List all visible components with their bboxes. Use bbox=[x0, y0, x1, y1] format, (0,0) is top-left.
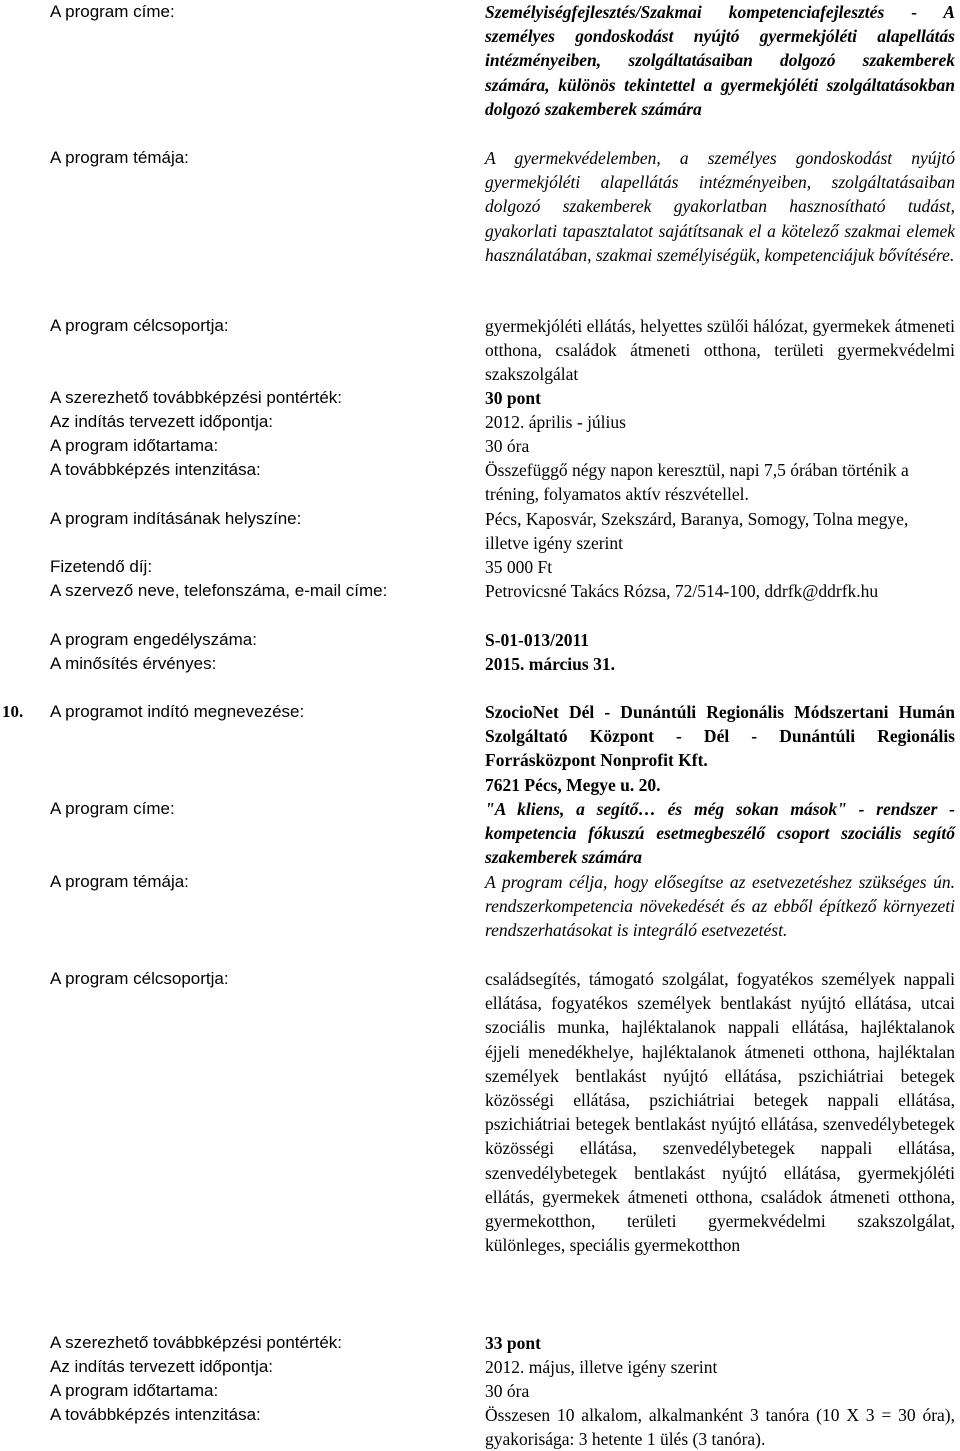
label-fee: Fizetendő díj: bbox=[50, 557, 153, 576]
program9-topic: A gyermekvédelemben, a személyes gondoskodást nyújtó gyermekjóléti alapellátás intézményeiben, szolgáltatásaiban dolgozó szakemberek gyakorlatban hasznosítható tudást, gyakorlati tapasztalatot sajátítsanak el a kötelező szakmai elemek használatában, szakmai személyiségük, kompetenciájuk bővítésére. bbox=[485, 148, 955, 265]
label-start-date: Az indítás tervezett időpontja: bbox=[50, 412, 274, 431]
label-program-topic: A program témája: bbox=[50, 148, 189, 167]
label-valid-until: A minősítés érvényes: bbox=[50, 654, 217, 673]
program9-location: Pécs, Kaposvár, Szekszárd, Baranya, Somogy, Tolna megye, illetve igény szerint bbox=[485, 509, 909, 554]
program10-organizer-address: 7621 Pécs, Megye u. 20. bbox=[485, 774, 661, 795]
label-points-10: A szerezhető továbbképzési pontérték: bbox=[50, 1333, 343, 1352]
label-program-title-10: A program címe: bbox=[50, 799, 175, 818]
label-duration: A program időtartama: bbox=[50, 436, 219, 455]
program9-duration: 30 óra bbox=[485, 436, 530, 456]
label-location: A program indításának helyszíne: bbox=[50, 509, 302, 528]
program9-start-date: 2012. április - július bbox=[485, 412, 626, 432]
label-intensity: A továbbképzés intenzitása: bbox=[50, 460, 261, 479]
program9-fee: 35 000 Ft bbox=[485, 557, 553, 577]
label-duration-10: A program időtartama: bbox=[50, 1381, 219, 1400]
program9-valid-until: 2015. március 31. bbox=[485, 654, 615, 674]
label-launcher: A programot indító megnevezése: bbox=[50, 702, 305, 721]
program9-title: Személyiségfejlesztés/Szakmai kompetenciafejlesztés - A személyes gondoskodást nyújtó gyermekjóléti alapellátás intézményeiben, szolgáltatásaiban dolgozó szakemberek számára, különös tekintettel a gyermekjóléti szolgáltatásokban dolgozó szakemberek számára bbox=[485, 2, 955, 119]
program10-start-date: 2012. május, illetve igény szerint bbox=[485, 1357, 718, 1377]
program10-points: 33 pont bbox=[485, 1333, 541, 1353]
label-program-topic-10: A program témája: bbox=[50, 872, 189, 891]
program10-target-group: családsegítés, támogató szolgálat, fogyatékos személyek nappali ellátása, fogyatékos személyek bentlakást nyújtó ellátása, utcai szociális munka, hajléktalanok nappali ellátása, hajléktalanok éjjeli menedékhelye, hajléktalanok átmeneti otthona, hajléktalan személyek bentlakást nyújtó ellátása, pszichiátriai betegek közösségi ellátása, pszichiátriai betegek nappali ellátása, pszichiátriai betegek bentlakást nyújtó ellátása, szenvedélybetegek közösségi ellátása, szenvedélybetegek nappali ellátása, szenvedélybetegek bentlakást nyújtó ellátása, gyermekjóléti ellátás, gyermekek átmeneti otthona, családok átmeneti otthona, gyermekotthon, területi gyermekvédelmi szakszolgálat, különleges, speciális gyermekotthon bbox=[485, 969, 955, 1256]
program10-organizer-name: SzocioNet Dél - Dunántúli Regionális Módszertani Humán Szolgáltató Központ - Dél - Dunántúli Regionális Forrásközpont Nonprofit Kft. bbox=[485, 702, 955, 771]
program10-title: "A kliens, a segítő… és még sokan mások" - rendszer - kompetencia fókuszú esetmegbeszélő csoport szociális segítő szakemberek számára bbox=[485, 799, 955, 868]
label-license: A program engedélyszáma: bbox=[50, 630, 257, 649]
label-points: A szerezhető továbbképzési pontérték: bbox=[50, 388, 343, 407]
label-organizer: A szervező neve, telefonszáma, e-mail címe: bbox=[50, 581, 388, 600]
program10-organizer bbox=[485, 700, 955, 797]
program10-intensity: Összesen 10 alkalom, alkalmanként 3 tanóra (10 X 3 = 30 óra), gyakorisága: 3 hetente 1 ülés (3 tanóra). bbox=[485, 1405, 955, 1450]
label-intensity-10: A továbbképzés intenzitása: bbox=[50, 1405, 261, 1424]
label-target-group: A program célcsoportja: bbox=[50, 316, 229, 335]
program9-organizer: Petrovicsné Takács Rózsa, 72/514-100, ddrfk@ddrfk.hu bbox=[485, 581, 879, 601]
label-program-title: A program címe: bbox=[50, 2, 175, 21]
program10-duration: 30 óra bbox=[485, 1381, 530, 1401]
program9-points: 30 pont bbox=[485, 388, 541, 408]
label-target-group-10: A program célcsoportja: bbox=[50, 969, 229, 988]
program9-intensity: Összefüggő négy napon keresztül, napi 7,5 órában történik a tréning, folyamatos aktív részvétellel. bbox=[485, 460, 909, 505]
program10-number: 10. bbox=[2, 702, 24, 721]
program9-license: S-01-013/2011 bbox=[485, 630, 590, 650]
program9-target-group: gyermekjóléti ellátás, helyettes szülői hálózat, gyermekek átmeneti otthona, családok átmeneti otthona, területi gyermekvédelmi szakszolgálat bbox=[485, 316, 955, 385]
program10-topic: A program célja, hogy elősegítse az esetvezetéshez szükséges ún. rendszerkompetencia növekedését és az ebből építkező környezeti rendszerhatásokat is integráló esetvezetést. bbox=[485, 872, 955, 941]
label-start-date-10: Az indítás tervezett időpontja: bbox=[50, 1357, 274, 1376]
